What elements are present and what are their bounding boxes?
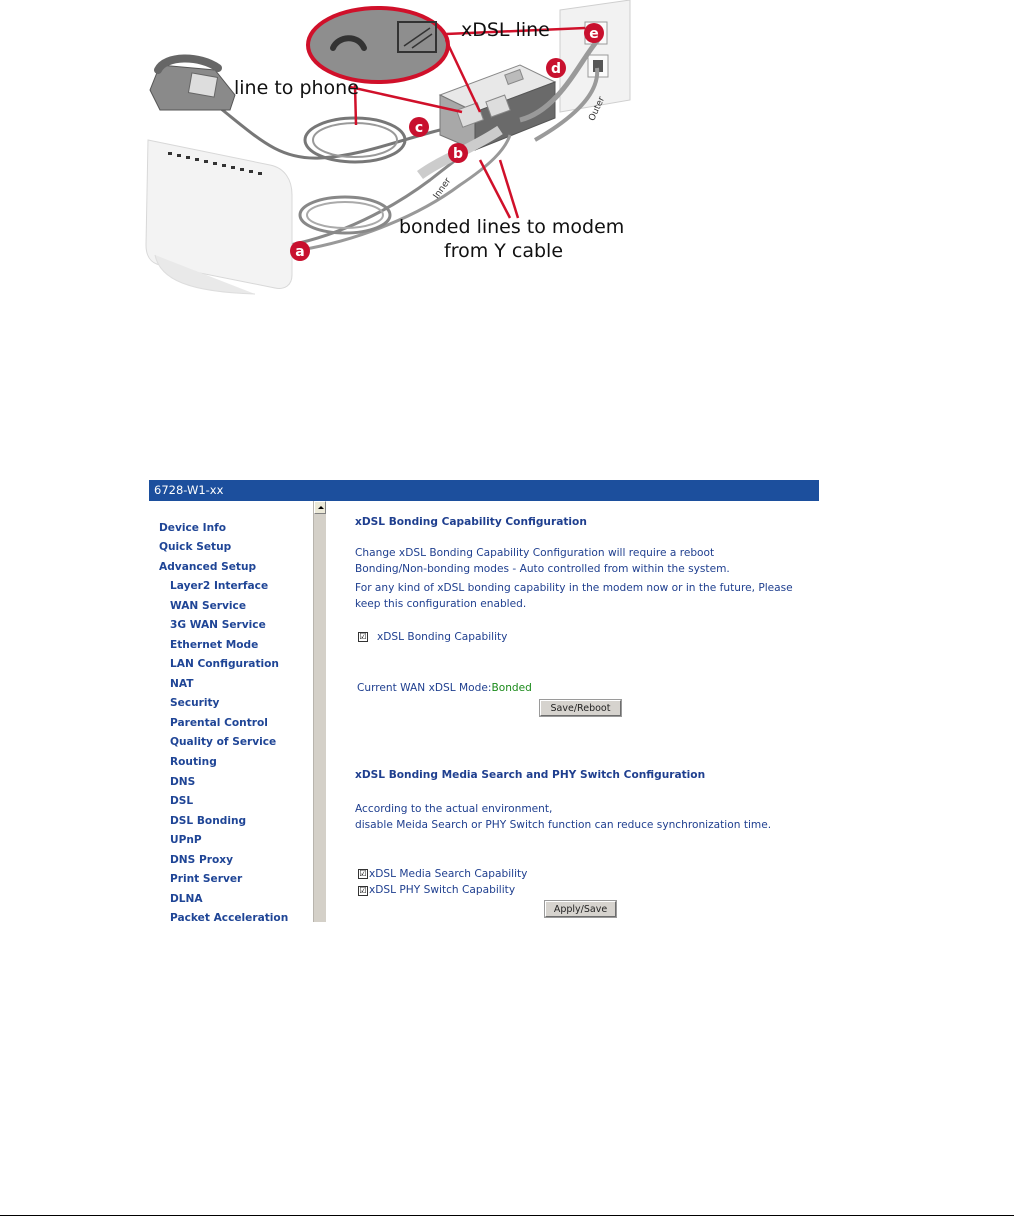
svg-text:c: c (414, 120, 424, 136)
phy-switch-checkbox[interactable]: ☑ (359, 886, 367, 895)
nav-advanced-setup[interactable]: Advanced Setup (159, 561, 257, 573)
label-xdsl-line: xDSL line (461, 19, 550, 41)
nav-dns[interactable]: DNS (170, 776, 196, 788)
nav-lan-configuration[interactable]: LAN Configuration (170, 658, 279, 670)
label-inner: Inner (431, 176, 454, 202)
nav-dlna[interactable]: DLNA (170, 893, 203, 905)
nav-parental-control[interactable]: Parental Control (170, 717, 268, 729)
nav-3g-wan-service[interactable]: 3G WAN Service (170, 619, 266, 631)
modem-icon (146, 140, 292, 294)
save-reboot-button[interactable]: Save/Reboot (540, 700, 621, 716)
bonding-desc-2: Bonding/Non-bonding modes - Auto controlled from within the system. (355, 563, 730, 575)
nav-dsl-bonding[interactable]: DSL Bonding (170, 815, 247, 827)
nav-print-server[interactable]: Print Server (170, 873, 243, 885)
phone-icon (150, 58, 235, 110)
nav-device-info[interactable]: Device Info (159, 522, 227, 534)
bonding-desc-4: keep this configuration enabled. (355, 598, 527, 610)
wall-socket (560, 0, 630, 112)
label-bonded-lines: bonded lines to modem (399, 216, 625, 238)
media-desc-1: According to the actual environment, (355, 803, 553, 815)
nav-packet-acceleration[interactable]: Packet Acceleration (170, 912, 289, 922)
scroll-up-arrow-icon[interactable] (314, 501, 326, 514)
nav-routing[interactable]: Routing (170, 756, 217, 768)
marker-e (584, 23, 604, 43)
nav-quick-setup[interactable]: Quick Setup (159, 541, 232, 553)
zoom-bubble (308, 8, 448, 82)
main-content (326, 501, 819, 922)
apply-save-button[interactable]: Apply/Save (545, 901, 616, 917)
media-desc-2: disable Meida Search or PHY Switch function can reduce synchronization time. (355, 819, 772, 831)
bonding-desc-1: Change xDSL Bonding Capability Configuration will require a reboot (355, 547, 715, 559)
wan-mode-label: Current WAN xDSL Mode:Bonded (357, 682, 532, 694)
nav-upnp[interactable]: UPnP (170, 834, 202, 846)
media-search-label: xDSL Media Search Capability (369, 868, 528, 880)
nav-ethernet-mode[interactable]: Ethernet Mode (170, 639, 259, 651)
svg-text:e: e (589, 26, 599, 42)
svg-text:d: d (550, 61, 562, 77)
nav-security[interactable]: Security (170, 697, 220, 709)
svg-text:a: a (295, 244, 305, 260)
marker-b (448, 143, 468, 163)
router-config-window (149, 480, 819, 922)
media-search-checkbox[interactable]: ☑ (359, 869, 367, 878)
nav-quality-of-service[interactable]: Quality of Service (170, 736, 277, 748)
window-title: 6728-W1-xx (149, 480, 819, 501)
marker-c (409, 117, 429, 137)
nav-nat[interactable]: NAT (170, 678, 194, 690)
media-heading: xDSL Bonding Media Search and PHY Switch Configuration (355, 769, 706, 781)
nav-dsl[interactable]: DSL (170, 795, 194, 807)
nav-dns-proxy[interactable]: DNS Proxy (170, 854, 233, 866)
label-line-to-phone: line to phone (234, 77, 359, 99)
phy-switch-label: xDSL PHY Switch Capability (369, 884, 516, 896)
sidebar-nav (149, 501, 313, 922)
bonding-desc-3: For any kind of xDSL bonding capability in the modem now or in the future, Please (355, 582, 793, 594)
bonding-capability-checkbox[interactable]: ☑ (359, 632, 367, 641)
bonding-capability-label: xDSL Bonding Capability (377, 631, 508, 643)
nav-layer2-interface[interactable]: Layer2 Interface (170, 580, 269, 592)
marker-d (546, 58, 566, 78)
wan-mode-value: Bonded (491, 682, 532, 694)
label-from-y-cable: from Y cable (444, 240, 564, 262)
label-outer: Outer (587, 95, 608, 123)
nav-wan-service[interactable]: WAN Service (170, 600, 247, 612)
page-footer-rule (0, 1215, 1014, 1216)
sidebar-scrollbar[interactable] (313, 501, 326, 922)
marker-a (290, 241, 310, 261)
svg-text:b: b (452, 146, 464, 162)
bonding-heading: xDSL Bonding Capability Configuration (355, 516, 587, 528)
connection-diagram (0, 0, 1014, 310)
